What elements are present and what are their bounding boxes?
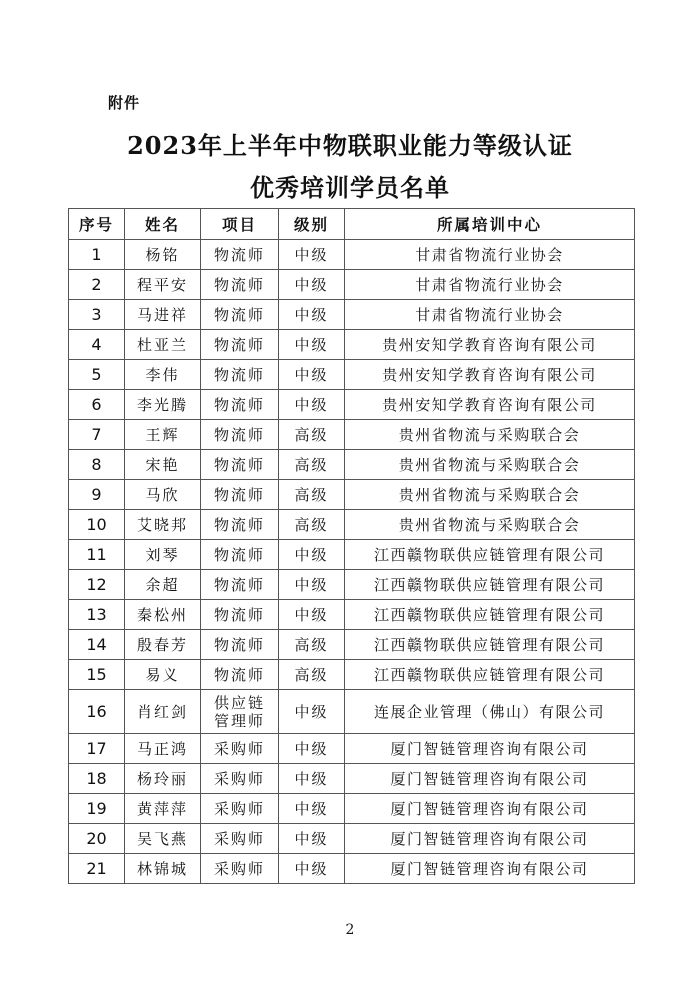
cell-level: 高级 <box>279 480 345 510</box>
cell-project: 物流师 <box>201 540 279 570</box>
cell-center: 贵州省物流与采购联合会 <box>345 480 635 510</box>
table-row <box>69 360 635 390</box>
cell-name: 刘琴 <box>125 540 201 570</box>
cell-project: 物流师 <box>201 330 279 360</box>
cell-name: 杨铭 <box>125 240 201 270</box>
cell-center: 厦门智链管理咨询有限公司 <box>345 764 635 794</box>
cell-name: 杨玲丽 <box>125 764 201 794</box>
cell-no: 6 <box>69 390 125 420</box>
table-row <box>69 420 635 450</box>
cell-center: 厦门智链管理咨询有限公司 <box>345 854 635 884</box>
table-row <box>69 390 635 420</box>
table-row <box>69 330 635 360</box>
cell-level: 高级 <box>279 420 345 450</box>
table-row <box>69 510 635 540</box>
cell-name: 程平安 <box>125 270 201 300</box>
cell-level: 中级 <box>279 240 345 270</box>
cell-no: 4 <box>69 330 125 360</box>
cell-project: 物流师 <box>201 390 279 420</box>
document-title-line-2: 优秀培训学员名单 <box>250 173 450 202</box>
cell-project: 采购师 <box>201 734 279 764</box>
cell-name: 马正鸿 <box>125 734 201 764</box>
cell-no: 14 <box>69 630 125 660</box>
cell-name: 马欣 <box>125 480 201 510</box>
cell-project: 物流师 <box>201 570 279 600</box>
cell-name: 余超 <box>125 570 201 600</box>
cell-no: 8 <box>69 450 125 480</box>
table-header-row <box>69 209 635 240</box>
cell-level: 中级 <box>279 794 345 824</box>
cell-level: 中级 <box>279 824 345 854</box>
cell-no: 13 <box>69 600 125 630</box>
cell-project: 采购师 <box>201 764 279 794</box>
cell-level: 中级 <box>279 600 345 630</box>
cell-no: 12 <box>69 570 125 600</box>
cell-project: 物流师 <box>201 510 279 540</box>
cell-level: 中级 <box>279 734 345 764</box>
cell-no: 20 <box>69 824 125 854</box>
cell-project: 采购师 <box>201 824 279 854</box>
cell-level: 中级 <box>279 360 345 390</box>
cell-name: 殷春芳 <box>125 630 201 660</box>
cell-no: 7 <box>69 420 125 450</box>
table-row <box>69 764 635 794</box>
cell-no: 15 <box>69 660 125 690</box>
cell-name: 黄萍萍 <box>125 794 201 824</box>
cell-no: 5 <box>69 360 125 390</box>
cell-center: 江西赣物联供应链管理有限公司 <box>345 600 635 630</box>
cell-level: 高级 <box>279 630 345 660</box>
table-row <box>69 630 635 660</box>
header-project: 项目 <box>201 209 279 240</box>
cell-level: 中级 <box>279 300 345 330</box>
cell-name: 王辉 <box>125 420 201 450</box>
cell-center: 贵州安知学教育咨询有限公司 <box>345 390 635 420</box>
cell-level: 高级 <box>279 450 345 480</box>
cell-level: 中级 <box>279 330 345 360</box>
cell-project: 物流师 <box>201 270 279 300</box>
table-row <box>69 794 635 824</box>
cell-center: 贵州安知学教育咨询有限公司 <box>345 330 635 360</box>
cell-level: 中级 <box>279 570 345 600</box>
cell-center: 连展企业管理（佛山）有限公司 <box>345 690 635 734</box>
cell-name: 李光腾 <box>125 390 201 420</box>
table-row <box>69 570 635 600</box>
cell-center: 厦门智链管理咨询有限公司 <box>345 734 635 764</box>
cell-no: 18 <box>69 764 125 794</box>
cell-name: 宋艳 <box>125 450 201 480</box>
header-level: 级别 <box>279 209 345 240</box>
cell-project: 物流师 <box>201 240 279 270</box>
table-body <box>69 240 635 884</box>
cell-center: 江西赣物联供应链管理有限公司 <box>345 660 635 690</box>
cell-name: 林锦城 <box>125 854 201 884</box>
table-row <box>69 540 635 570</box>
cell-center: 甘肃省物流行业协会 <box>345 270 635 300</box>
cell-center: 厦门智链管理咨询有限公司 <box>345 824 635 854</box>
table-row <box>69 660 635 690</box>
cell-name: 艾晓邦 <box>125 510 201 540</box>
cell-name: 易义 <box>125 660 201 690</box>
table-row <box>69 734 635 764</box>
cell-level: 中级 <box>279 854 345 884</box>
cell-no: 1 <box>69 240 125 270</box>
cell-project: 物流师 <box>201 450 279 480</box>
cell-no: 21 <box>69 854 125 884</box>
table-row <box>69 854 635 884</box>
cell-center: 甘肃省物流行业协会 <box>345 240 635 270</box>
cell-project: 物流师 <box>201 660 279 690</box>
cell-no: 19 <box>69 794 125 824</box>
cell-center: 贵州省物流与采购联合会 <box>345 420 635 450</box>
cell-level: 中级 <box>279 390 345 420</box>
cell-center: 江西赣物联供应链管理有限公司 <box>345 630 635 660</box>
cell-center: 厦门智链管理咨询有限公司 <box>345 794 635 824</box>
cell-name: 杜亚兰 <box>125 330 201 360</box>
cell-project: 采购师 <box>201 854 279 884</box>
cell-center: 贵州省物流与采购联合会 <box>345 510 635 540</box>
cell-no: 11 <box>69 540 125 570</box>
cell-level: 中级 <box>279 540 345 570</box>
cell-name: 吴飞燕 <box>125 824 201 854</box>
cell-center: 江西赣物联供应链管理有限公司 <box>345 570 635 600</box>
attachment-label: 附件 <box>108 94 141 112</box>
header-name: 姓名 <box>125 209 201 240</box>
cell-center: 贵州省物流与采购联合会 <box>345 450 635 480</box>
cell-project: 物流师 <box>201 420 279 450</box>
header-center: 所属培训中心 <box>345 209 635 240</box>
table-row <box>69 480 635 510</box>
cell-no: 10 <box>69 510 125 540</box>
cell-name: 李伟 <box>125 360 201 390</box>
table-row <box>69 300 635 330</box>
cell-level: 高级 <box>279 660 345 690</box>
table-row <box>69 824 635 854</box>
cell-no: 16 <box>69 690 125 734</box>
cell-project: 供应链管理师 <box>201 690 279 734</box>
cell-name: 秦松州 <box>125 600 201 630</box>
cell-level: 高级 <box>279 510 345 540</box>
cell-no: 2 <box>69 270 125 300</box>
cell-name: 马进祥 <box>125 300 201 330</box>
cell-center: 甘肃省物流行业协会 <box>345 300 635 330</box>
cell-level: 中级 <box>279 270 345 300</box>
trainee-table <box>68 208 635 884</box>
cell-project: 采购师 <box>201 794 279 824</box>
page-number: 2 <box>345 922 355 938</box>
cell-name: 肖红剑 <box>125 690 201 734</box>
table-row <box>69 270 635 300</box>
cell-level: 中级 <box>279 764 345 794</box>
cell-no: 9 <box>69 480 125 510</box>
table-row <box>69 600 635 630</box>
header-no: 序号 <box>69 209 125 240</box>
cell-center: 贵州安知学教育咨询有限公司 <box>345 360 635 390</box>
cell-project: 物流师 <box>201 600 279 630</box>
table-row <box>69 450 635 480</box>
cell-project: 物流师 <box>201 360 279 390</box>
document-title-line-1: 2023年上半年中物联职业能力等级认证 <box>127 131 573 160</box>
table-row <box>69 240 635 270</box>
cell-project: 物流师 <box>201 480 279 510</box>
cell-level: 中级 <box>279 690 345 734</box>
cell-no: 3 <box>69 300 125 330</box>
cell-no: 17 <box>69 734 125 764</box>
cell-project: 物流师 <box>201 300 279 330</box>
cell-center: 江西赣物联供应链管理有限公司 <box>345 540 635 570</box>
table-row <box>69 690 635 734</box>
cell-project: 物流师 <box>201 630 279 660</box>
